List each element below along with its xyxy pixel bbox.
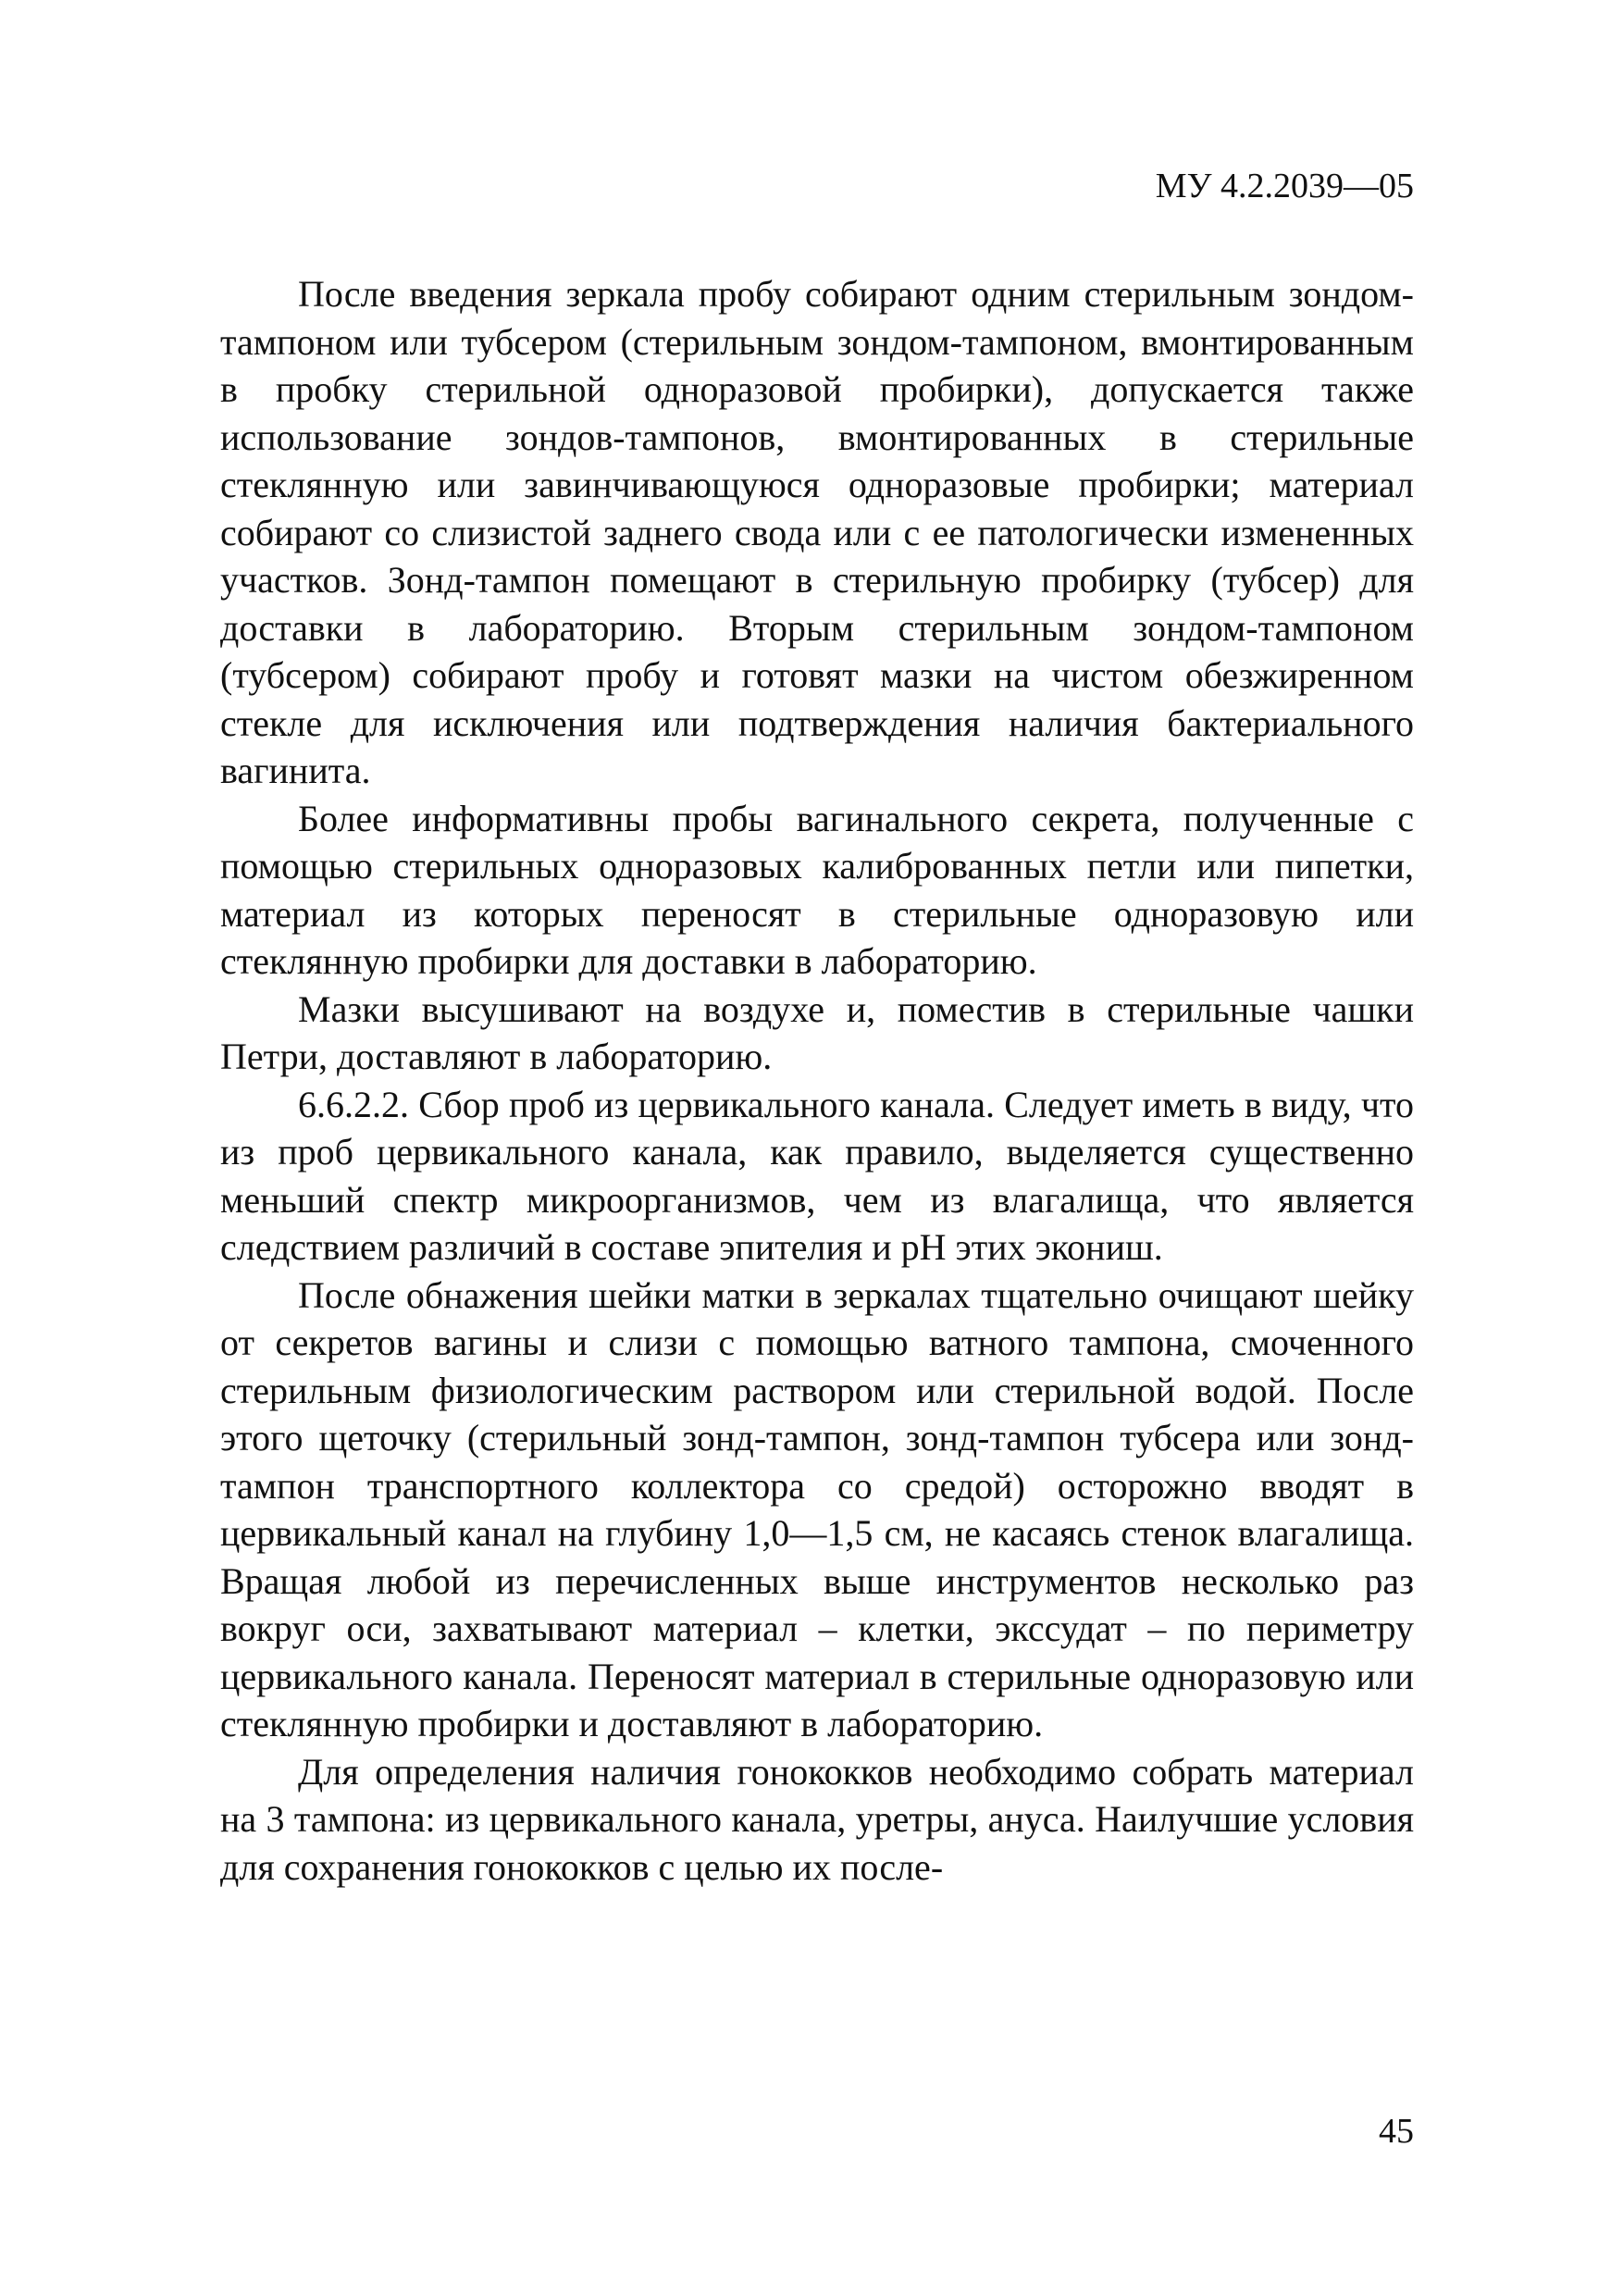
document-code: МУ 4.2.2039—05 (1155, 167, 1414, 205)
paragraph-cervical-canal-section: 6.6.2.2. Сбор проб из цервикального канала. Следует иметь в виду, что из проб цервикального канала, как правило, выделяется существенно меньший спектр микроорганизмов, чем из влагалища, что является следствием различий в составе эпителия и pH этих экониш. (220, 1083, 1414, 1268)
paragraph-gonococci: Для определения наличия гонококков необходимо собрать материал на 3 тампона: из цервикального канала, уретры, ануса. Наилучшие условия для сохранения гонококков с целью их после- (220, 1750, 1414, 1888)
paragraph-cervix-procedure: После обнажения шейки матки в зеркалах тщательно очищают шейку от секретов вагины и слизи с помощью ватного тампона, смоченного стерильным физиологическим раствором или стерильной водой. После этого щеточку (стерильный зонд-тампон, зонд-тампон тубсера или зонд-тампон транспортного коллектора со средой) осторожно вводят в цервикальный канал на глубину 1,0—1,5 см, не касаясь стенок влагалища. Вращая любой из перечисленных выше инструментов несколько раз вокруг оси, захватывают материал – клетки, экссудат – по периметру цервикального канала. Переносят материал в стерильные одноразовую или стеклянную пробирки и доставляют в лабораторию. (220, 1273, 1414, 1744)
paragraph-smear-drying: Мазки высушивают на воздухе и, поместив в стерильные чашки Петри, доставляют в лабораторию. (220, 987, 1414, 1077)
paragraph-vaginal-secretion: Более информативны пробы вагинального секрета, полученные с помощью стерильных одноразовых калиброванных петли или пипетки, материал из которых переносят в стерильные одноразовую или стеклянную пробирки для доставки в лабораторию. (220, 797, 1414, 982)
body-text (220, 270, 1414, 1891)
paragraph-specimen-collection: После введения зеркала пробу собирают одним стерильным зондом-тампоном или тубсером (стерильным зондом-тампоном, вмонтированным в пробку стерильной одноразовой пробирки), допускается также использование зондов-тампонов, вмонтированных в стерильные стеклянную или завинчивающуюся одноразовые пробирки; материал собирают со слизистой заднего свода или с ее патологически измененных участков. Зонд-тампон помещают в стерильную пробирку (тубсер) для доставки в лабораторию. Вторым стерильным зондом-тампоном (тубсером) собирают пробу и готовят мазки на чистом обезжиренном стекле для исключения или подтверждения наличия бактериального вагинита. (220, 273, 1414, 791)
page-number: 45 (1379, 2112, 1414, 2151)
